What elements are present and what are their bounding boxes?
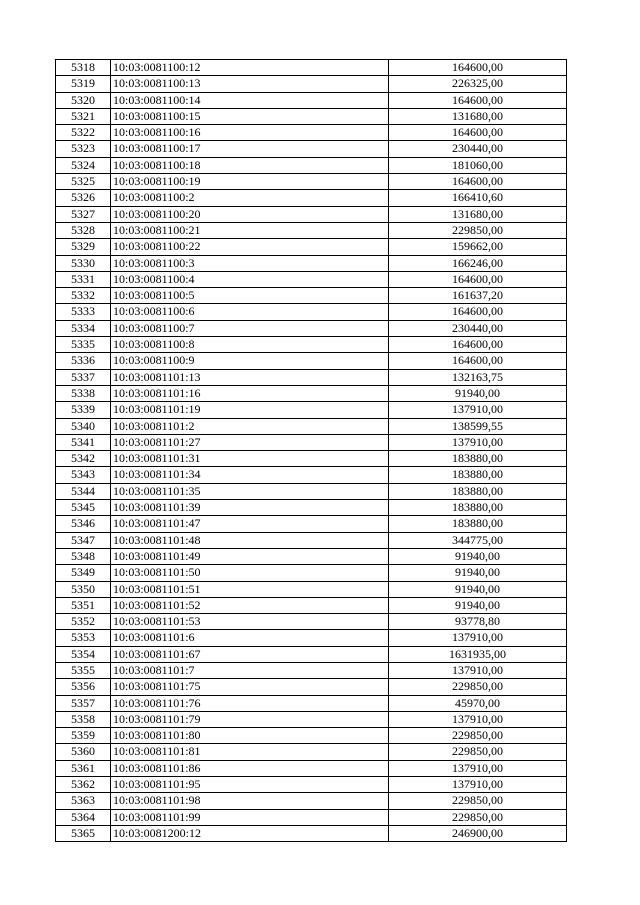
row-number-cell: 5329 — [56, 239, 111, 255]
cadastral-number-cell: 10:03:0081101:19 — [111, 402, 389, 418]
table-row — [56, 825, 567, 841]
cadastral-number-cell: 10:03:0081100:2 — [111, 190, 389, 206]
row-number-cell: 5322 — [56, 125, 111, 141]
value-cell: 164600,00 — [389, 174, 567, 190]
row-number-cell: 5341 — [56, 434, 111, 450]
cadastral-number-cell: 10:03:0081100:9 — [111, 353, 389, 369]
cadastral-number-cell: 10:03:0081100:17 — [111, 141, 389, 157]
value-cell: 132163,75 — [389, 369, 567, 385]
table-row — [56, 385, 567, 401]
table-row — [56, 597, 567, 613]
row-number-cell: 5361 — [56, 760, 111, 776]
row-number-cell: 5324 — [56, 157, 111, 173]
cadastral-number-cell: 10:03:0081100:22 — [111, 239, 389, 255]
cadastral-number-cell: 10:03:0081100:20 — [111, 206, 389, 222]
table-row — [56, 581, 567, 597]
cadastral-number-cell: 10:03:0081101:16 — [111, 385, 389, 401]
value-cell: 164600,00 — [389, 125, 567, 141]
row-number-cell: 5346 — [56, 516, 111, 532]
cadastral-number-cell: 10:03:0081101:50 — [111, 565, 389, 581]
table-row — [56, 288, 567, 304]
table-row — [56, 353, 567, 369]
value-cell: 164600,00 — [389, 337, 567, 353]
table-row — [56, 190, 567, 206]
cadastral-number-cell: 10:03:0081101:99 — [111, 809, 389, 825]
value-cell: 91940,00 — [389, 385, 567, 401]
table-row — [56, 630, 567, 646]
table-row — [56, 695, 567, 711]
value-cell: 164600,00 — [389, 353, 567, 369]
cadastral-number-cell: 10:03:0081100:21 — [111, 222, 389, 238]
table-body — [56, 60, 567, 842]
row-number-cell: 5333 — [56, 304, 111, 320]
row-number-cell: 5334 — [56, 320, 111, 336]
table-row — [56, 141, 567, 157]
row-number-cell: 5319 — [56, 76, 111, 92]
value-cell: 1631935,00 — [389, 646, 567, 662]
cadastral-number-cell: 10:03:0081101:7 — [111, 662, 389, 678]
row-number-cell: 5320 — [56, 92, 111, 108]
row-number-cell: 5363 — [56, 793, 111, 809]
table-row — [56, 108, 567, 124]
value-cell: 91940,00 — [389, 581, 567, 597]
table-row — [56, 304, 567, 320]
value-cell: 45970,00 — [389, 695, 567, 711]
cadastral-number-cell: 10:03:0081101:81 — [111, 744, 389, 760]
row-number-cell: 5340 — [56, 418, 111, 434]
value-cell: 226325,00 — [389, 76, 567, 92]
cadastral-number-cell: 10:03:0081101:76 — [111, 695, 389, 711]
table-row — [56, 320, 567, 336]
row-number-cell: 5358 — [56, 711, 111, 727]
row-number-cell: 5330 — [56, 255, 111, 271]
value-cell: 91940,00 — [389, 565, 567, 581]
table-row — [56, 92, 567, 108]
table-row — [56, 760, 567, 776]
value-cell: 137910,00 — [389, 630, 567, 646]
value-cell: 164600,00 — [389, 60, 567, 76]
row-number-cell: 5326 — [56, 190, 111, 206]
table-row — [56, 793, 567, 809]
row-number-cell: 5351 — [56, 597, 111, 613]
value-cell: 230440,00 — [389, 320, 567, 336]
cadastral-number-cell: 10:03:0081101:86 — [111, 760, 389, 776]
row-number-cell: 5323 — [56, 141, 111, 157]
table-row — [56, 516, 567, 532]
value-cell: 161637,20 — [389, 288, 567, 304]
table-row — [56, 809, 567, 825]
table-row — [56, 239, 567, 255]
cadastral-number-cell: 10:03:0081101:79 — [111, 711, 389, 727]
row-number-cell: 5354 — [56, 646, 111, 662]
value-cell: 91940,00 — [389, 548, 567, 564]
table-row — [56, 483, 567, 499]
value-cell: 166246,00 — [389, 255, 567, 271]
cadastral-number-cell: 10:03:0081101:2 — [111, 418, 389, 434]
row-number-cell: 5318 — [56, 60, 111, 76]
table-row — [56, 744, 567, 760]
row-number-cell: 5321 — [56, 108, 111, 124]
value-cell: 131680,00 — [389, 206, 567, 222]
table-row — [56, 206, 567, 222]
cadastral-number-cell: 10:03:0081101:80 — [111, 728, 389, 744]
value-cell: 138599,55 — [389, 418, 567, 434]
table-row — [56, 222, 567, 238]
cadastral-number-cell: 10:03:0081100:13 — [111, 76, 389, 92]
cadastral-number-cell: 10:03:0081100:7 — [111, 320, 389, 336]
cadastral-number-cell: 10:03:0081101:39 — [111, 500, 389, 516]
row-number-cell: 5338 — [56, 385, 111, 401]
value-cell: 93778,80 — [389, 614, 567, 630]
cadastral-number-cell: 10:03:0081101:48 — [111, 532, 389, 548]
table-row — [56, 125, 567, 141]
cadastral-number-cell: 10:03:0081101:75 — [111, 679, 389, 695]
cadastral-number-cell: 10:03:0081101:35 — [111, 483, 389, 499]
value-cell: 137910,00 — [389, 662, 567, 678]
row-number-cell: 5356 — [56, 679, 111, 695]
cadastral-number-cell: 10:03:0081101:13 — [111, 369, 389, 385]
cadastral-number-cell: 10:03:0081100:3 — [111, 255, 389, 271]
row-number-cell: 5335 — [56, 337, 111, 353]
cadastral-number-cell: 10:03:0081101:6 — [111, 630, 389, 646]
cadastral-number-cell: 10:03:0081101:98 — [111, 793, 389, 809]
row-number-cell: 5357 — [56, 695, 111, 711]
table-row — [56, 532, 567, 548]
row-number-cell: 5337 — [56, 369, 111, 385]
table-row — [56, 60, 567, 76]
cadastral-number-cell: 10:03:0081100:6 — [111, 304, 389, 320]
cadastral-number-cell: 10:03:0081100:18 — [111, 157, 389, 173]
value-cell: 344775,00 — [389, 532, 567, 548]
cadastral-number-cell: 10:03:0081101:49 — [111, 548, 389, 564]
table-row — [56, 337, 567, 353]
cadastral-number-cell: 10:03:0081101:67 — [111, 646, 389, 662]
row-number-cell: 5332 — [56, 288, 111, 304]
value-cell: 183880,00 — [389, 467, 567, 483]
row-number-cell: 5362 — [56, 777, 111, 793]
row-number-cell: 5345 — [56, 500, 111, 516]
table-row — [56, 500, 567, 516]
cadastral-number-cell: 10:03:0081101:27 — [111, 434, 389, 450]
table-row — [56, 565, 567, 581]
value-cell: 229850,00 — [389, 793, 567, 809]
data-table — [55, 59, 567, 842]
cadastral-number-cell: 10:03:0081101:31 — [111, 451, 389, 467]
value-cell: 183880,00 — [389, 451, 567, 467]
table-row — [56, 157, 567, 173]
cadastral-number-cell: 10:03:0081101:34 — [111, 467, 389, 483]
row-number-cell: 5347 — [56, 532, 111, 548]
cadastral-number-cell: 10:03:0081101:52 — [111, 597, 389, 613]
table-row — [56, 777, 567, 793]
cadastral-number-cell: 10:03:0081100:5 — [111, 288, 389, 304]
value-cell: 164600,00 — [389, 271, 567, 287]
table-row — [56, 174, 567, 190]
cadastral-number-cell: 10:03:0081100:4 — [111, 271, 389, 287]
value-cell: 131680,00 — [389, 108, 567, 124]
table-row — [56, 402, 567, 418]
value-cell: 181060,00 — [389, 157, 567, 173]
cadastral-number-cell: 10:03:0081101:95 — [111, 777, 389, 793]
cadastral-number-cell: 10:03:0081101:51 — [111, 581, 389, 597]
table-row — [56, 76, 567, 92]
row-number-cell: 5349 — [56, 565, 111, 581]
value-cell: 91940,00 — [389, 597, 567, 613]
value-cell: 164600,00 — [389, 92, 567, 108]
row-number-cell: 5365 — [56, 825, 111, 841]
value-cell: 229850,00 — [389, 744, 567, 760]
cadastral-number-cell: 10:03:0081101:47 — [111, 516, 389, 532]
row-number-cell: 5336 — [56, 353, 111, 369]
table-row — [56, 662, 567, 678]
value-cell: 229850,00 — [389, 679, 567, 695]
cadastral-number-cell: 10:03:0081100:12 — [111, 60, 389, 76]
table-row — [56, 271, 567, 287]
row-number-cell: 5352 — [56, 614, 111, 630]
row-number-cell: 5327 — [56, 206, 111, 222]
value-cell: 246900,00 — [389, 825, 567, 841]
row-number-cell: 5359 — [56, 728, 111, 744]
row-number-cell: 5328 — [56, 222, 111, 238]
row-number-cell: 5331 — [56, 271, 111, 287]
table-row — [56, 614, 567, 630]
value-cell: 229850,00 — [389, 728, 567, 744]
row-number-cell: 5342 — [56, 451, 111, 467]
row-number-cell: 5350 — [56, 581, 111, 597]
table-row — [56, 467, 567, 483]
table-row — [56, 711, 567, 727]
value-cell: 183880,00 — [389, 516, 567, 532]
value-cell: 137910,00 — [389, 760, 567, 776]
value-cell: 137910,00 — [389, 777, 567, 793]
cadastral-number-cell: 10:03:0081100:14 — [111, 92, 389, 108]
row-number-cell: 5344 — [56, 483, 111, 499]
table-row — [56, 728, 567, 744]
table-row — [56, 646, 567, 662]
row-number-cell: 5325 — [56, 174, 111, 190]
cadastral-number-cell: 10:03:0081100:8 — [111, 337, 389, 353]
value-cell: 183880,00 — [389, 483, 567, 499]
table-row — [56, 434, 567, 450]
cadastral-number-cell: 10:03:0081100:19 — [111, 174, 389, 190]
cadastral-number-cell: 10:03:0081100:15 — [111, 108, 389, 124]
row-number-cell: 5353 — [56, 630, 111, 646]
cadastral-number-cell: 10:03:0081100:16 — [111, 125, 389, 141]
value-cell: 137910,00 — [389, 434, 567, 450]
row-number-cell: 5355 — [56, 662, 111, 678]
value-cell: 159662,00 — [389, 239, 567, 255]
value-cell: 166410,60 — [389, 190, 567, 206]
row-number-cell: 5348 — [56, 548, 111, 564]
table-row — [56, 418, 567, 434]
table-row — [56, 369, 567, 385]
table-row — [56, 451, 567, 467]
table-row — [56, 255, 567, 271]
table-row — [56, 548, 567, 564]
value-cell: 229850,00 — [389, 222, 567, 238]
row-number-cell: 5339 — [56, 402, 111, 418]
row-number-cell: 5360 — [56, 744, 111, 760]
value-cell: 229850,00 — [389, 809, 567, 825]
value-cell: 183880,00 — [389, 500, 567, 516]
value-cell: 137910,00 — [389, 711, 567, 727]
cadastral-number-cell: 10:03:0081200:12 — [111, 825, 389, 841]
value-cell: 137910,00 — [389, 402, 567, 418]
table-row — [56, 679, 567, 695]
cadastral-number-cell: 10:03:0081101:53 — [111, 614, 389, 630]
row-number-cell: 5364 — [56, 809, 111, 825]
value-cell: 164600,00 — [389, 304, 567, 320]
row-number-cell: 5343 — [56, 467, 111, 483]
value-cell: 230440,00 — [389, 141, 567, 157]
